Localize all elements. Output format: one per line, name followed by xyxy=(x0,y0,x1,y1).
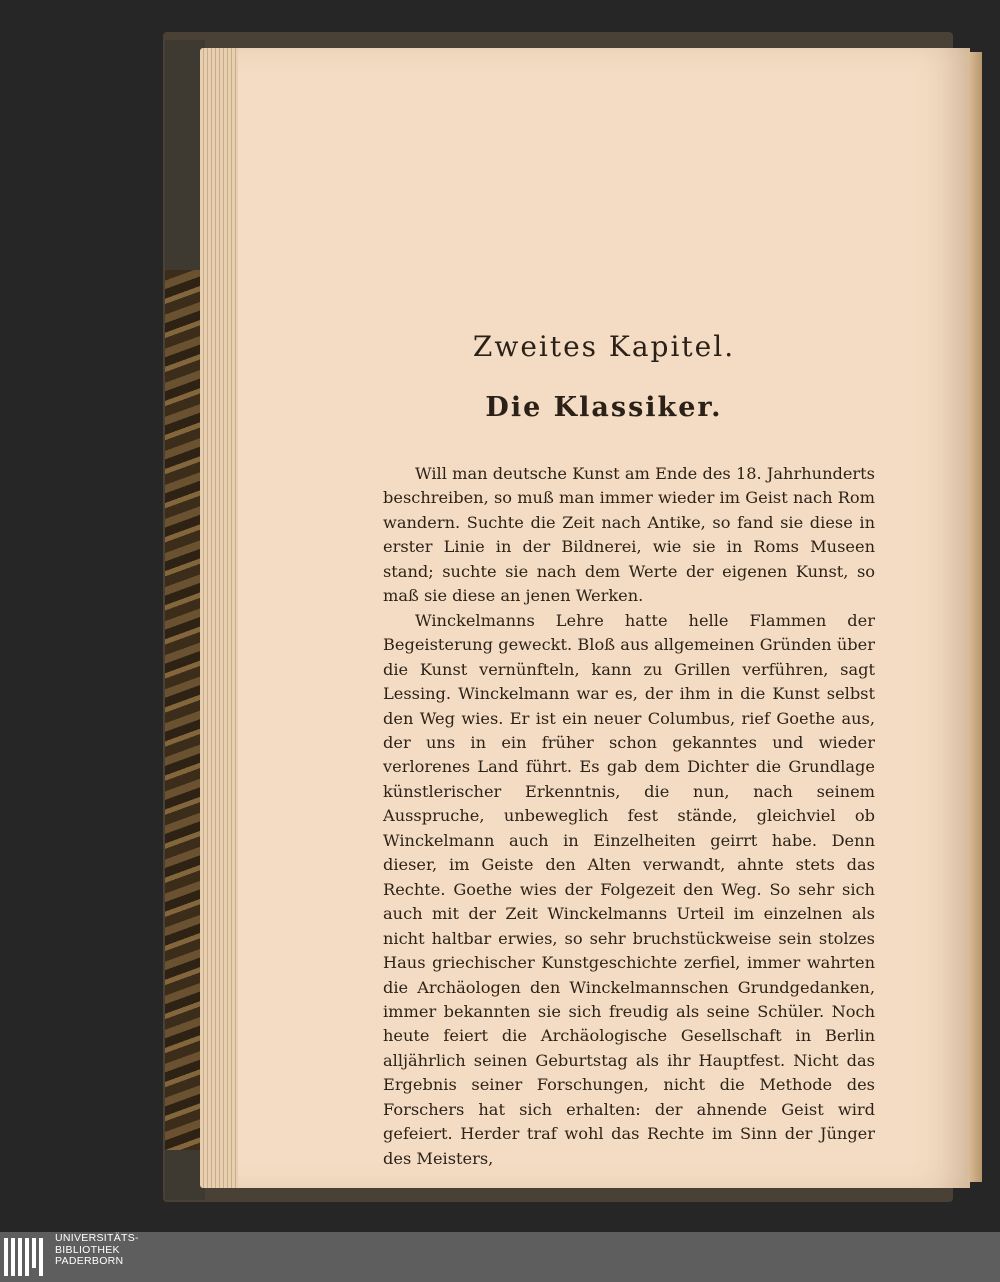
footer-bar xyxy=(0,1232,1000,1282)
spine-leather-bottom xyxy=(165,1150,205,1200)
logo-line-1: UNIVERSITÄTS- xyxy=(55,1232,139,1244)
chapter-title: Die Klassiker. xyxy=(485,392,723,423)
paragraph-2: Winckelmanns Lehre hatte helle Flammen der Begeisterung geweckt. Bloß aus allgemeinen Gründen über die Kunst vernünfteln, kann zu Grillen verführen, sagt Lessing. Winckelmann war es, der ihm in die Kunst selbst den Weg wies. Er ist ein neuer Columbus, rief Goethe aus, der uns in ein früher schon gekanntes und wieder verlorenes Land führt. Es gab dem Dichter die Grundlage künstlerischer Erkenntnis, die nun, nach seinem Ausspruche, unbeweglich fest stände, gleichviel ob Winckelmann auch in Einzelheiten geirrt habe. Denn dieser, im Geiste den Alten verwandt, ahnte stets das Rechte. Goethe wies der Folgezeit den Weg. So sehr sich auch mit der Zeit Winckelmanns Urteil im einzelnen als nicht haltbar erwies, so sehr bruchstückweise sein stolzes Haus griechischer Kunstgeschichte zerfiel, immer wahrten die Archäologen den Winckelmannschen Grundgedanken, immer bekannten sie sich freudig als seine Schüler. Noch heute feiert die Archäologische Gesellschaft in Berlin alljährlich seinen Geburtstag als ihr Hauptfest. Nicht das Ergebnis seiner Forschungen, nicht die Methode des Forschers hat sich erhalten: der ahnende Geist wird gefeiert. Herder traf wohl das Rechte im Sinn der Jünger des Meisters, xyxy=(383,610,875,1168)
spine-leather-top xyxy=(165,40,205,270)
library-logo-text xyxy=(55,1233,139,1268)
paragraph-1: Will man deutsche Kunst am Ende des 18. Jahrhunderts beschreiben, so muß man immer wieder im Geist nach Rom wandern. Suchte die Zeit nach Antike, so fand sie diese in erster Linie in der Bildnerei, wie sie in Roms Museen stand; suchte sie nach dem Werte der eigenen Kunst, so maß sie diese an jenen Werken. xyxy=(383,464,875,606)
library-logo-icon xyxy=(0,1234,46,1280)
body-text xyxy=(383,462,875,1171)
marbled-cover-edge xyxy=(165,270,205,1150)
chapter-number: Zweites Kapitel. xyxy=(472,330,736,363)
page-gutter-edge xyxy=(968,52,982,1182)
logo-line-2: BIBLIOTHEK xyxy=(55,1243,120,1256)
logo-line-3: PADERBORN xyxy=(55,1255,124,1267)
